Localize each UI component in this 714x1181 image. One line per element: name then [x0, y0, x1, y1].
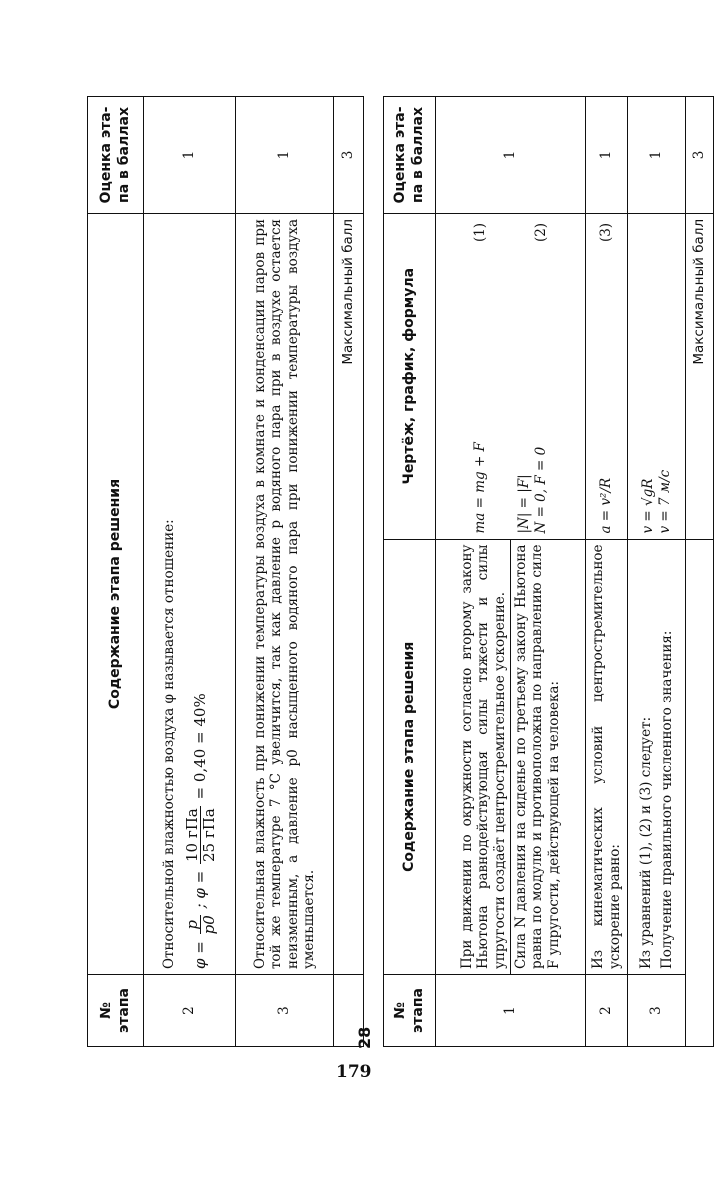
step-formula	[628, 213, 686, 539]
max-score-label: Максимальный балл	[334, 213, 364, 974]
formula-result: = 0,40 = 40%	[190, 693, 209, 800]
step-text-part: При движении по окружности согласно второму закону Ньютона равнодействующая силы тяжести и силы упругости создаёт центростремительное ускорение.	[457, 540, 511, 975]
formula-part: ; φ =	[190, 870, 209, 909]
table-row	[628, 97, 686, 1047]
step-formula	[436, 213, 586, 539]
formula-text: ma = mg + F	[471, 442, 488, 534]
max-score-value: 3	[686, 97, 714, 214]
formula-line: |N| = |F|	[516, 474, 533, 534]
col-step-number: № этапа	[88, 975, 144, 1047]
col-score: Оценка эта-па в баллах	[384, 97, 436, 214]
fraction-numerator: 10 гПа	[182, 808, 201, 863]
solution-table-2	[383, 96, 714, 1047]
table-row	[144, 97, 236, 1047]
step-number: 2	[586, 975, 628, 1047]
step-content	[436, 539, 586, 975]
step-content: Относительная влажность при понижении температуры воздуха в комнате и конденсации паров при той же температуре 7 °C увеличится, так как давление p водяного пара при в воздухе остается неизменным, а давление p0 насыщенного водяного пара при понижении температуры воздуха уменьшается.	[236, 213, 334, 974]
formula-line: v = √gR	[640, 478, 657, 534]
col-step-number: № этапа	[384, 975, 436, 1047]
max-score-label: Максимальный балл	[686, 213, 714, 539]
step-number: 3	[628, 975, 686, 1047]
formula-line	[598, 219, 614, 534]
fraction-numerator: p	[184, 915, 202, 934]
col-solution-content: Содержание этапа решения	[88, 213, 144, 974]
step-content: Из кинематических условий центростремительное ускорение равно:	[586, 539, 628, 975]
fraction-denominator: 25 гПа	[200, 808, 219, 863]
step-score: 1	[236, 97, 334, 214]
formula-text: N = 0, F = 0	[532, 446, 549, 534]
table-row	[236, 97, 334, 1047]
step-text: Относительной влажностью воздуха φ называется отношение:	[161, 519, 178, 970]
step-text-part: Сила N давления на сиденье по третьему закону Ньютона равна по модулю и противоположна по направлению силе F упругости, действующей на человека:	[513, 544, 562, 970]
rotated-page	[87, 96, 708, 1049]
table-header	[384, 97, 436, 1047]
formula-text: a = v²/R	[598, 477, 615, 534]
step-score: 1	[144, 97, 236, 214]
step-number: 1	[436, 975, 586, 1047]
step-score: 1	[586, 97, 628, 214]
fraction-values	[184, 806, 218, 864]
fraction-p-p0	[184, 915, 218, 934]
max-score-row	[686, 97, 714, 1047]
equation-tag: (3)	[598, 222, 615, 243]
step-content	[144, 213, 236, 974]
step-formula	[586, 213, 628, 539]
table-header	[88, 97, 144, 1047]
solution-table-1	[87, 96, 364, 1047]
step-text-part: Получение правильного численного значения:	[658, 630, 675, 970]
step-number: 3	[236, 975, 334, 1047]
col-score: Оценка эта-па в баллах	[88, 97, 144, 214]
formula-line	[472, 219, 488, 534]
col-formula: Чертёж, график, формула	[384, 213, 436, 539]
max-score-value: 3	[334, 97, 364, 214]
formula-line: v = 7 м/с	[656, 469, 673, 534]
step-score: 1	[628, 97, 686, 214]
fraction-denominator: p0	[200, 915, 219, 935]
max-score-row	[334, 97, 364, 1047]
formula-part: φ =	[190, 941, 209, 970]
step-content	[628, 539, 686, 975]
problem-number: 28	[355, 1026, 374, 1049]
page-number: 179	[336, 1062, 372, 1082]
equation-tag: (1)	[471, 222, 488, 243]
table-row	[436, 97, 586, 1047]
formula-line	[533, 219, 549, 534]
col-solution-content: Содержание этапа решения	[384, 539, 436, 975]
humidity-formula	[184, 219, 218, 969]
step-score: 1	[436, 97, 586, 214]
equation-tag: (2)	[532, 222, 549, 243]
step-text-part: Из уравнений (1), (2) и (3) следует:	[638, 716, 655, 970]
table-row	[586, 97, 628, 1047]
step-number: 2	[144, 975, 236, 1047]
